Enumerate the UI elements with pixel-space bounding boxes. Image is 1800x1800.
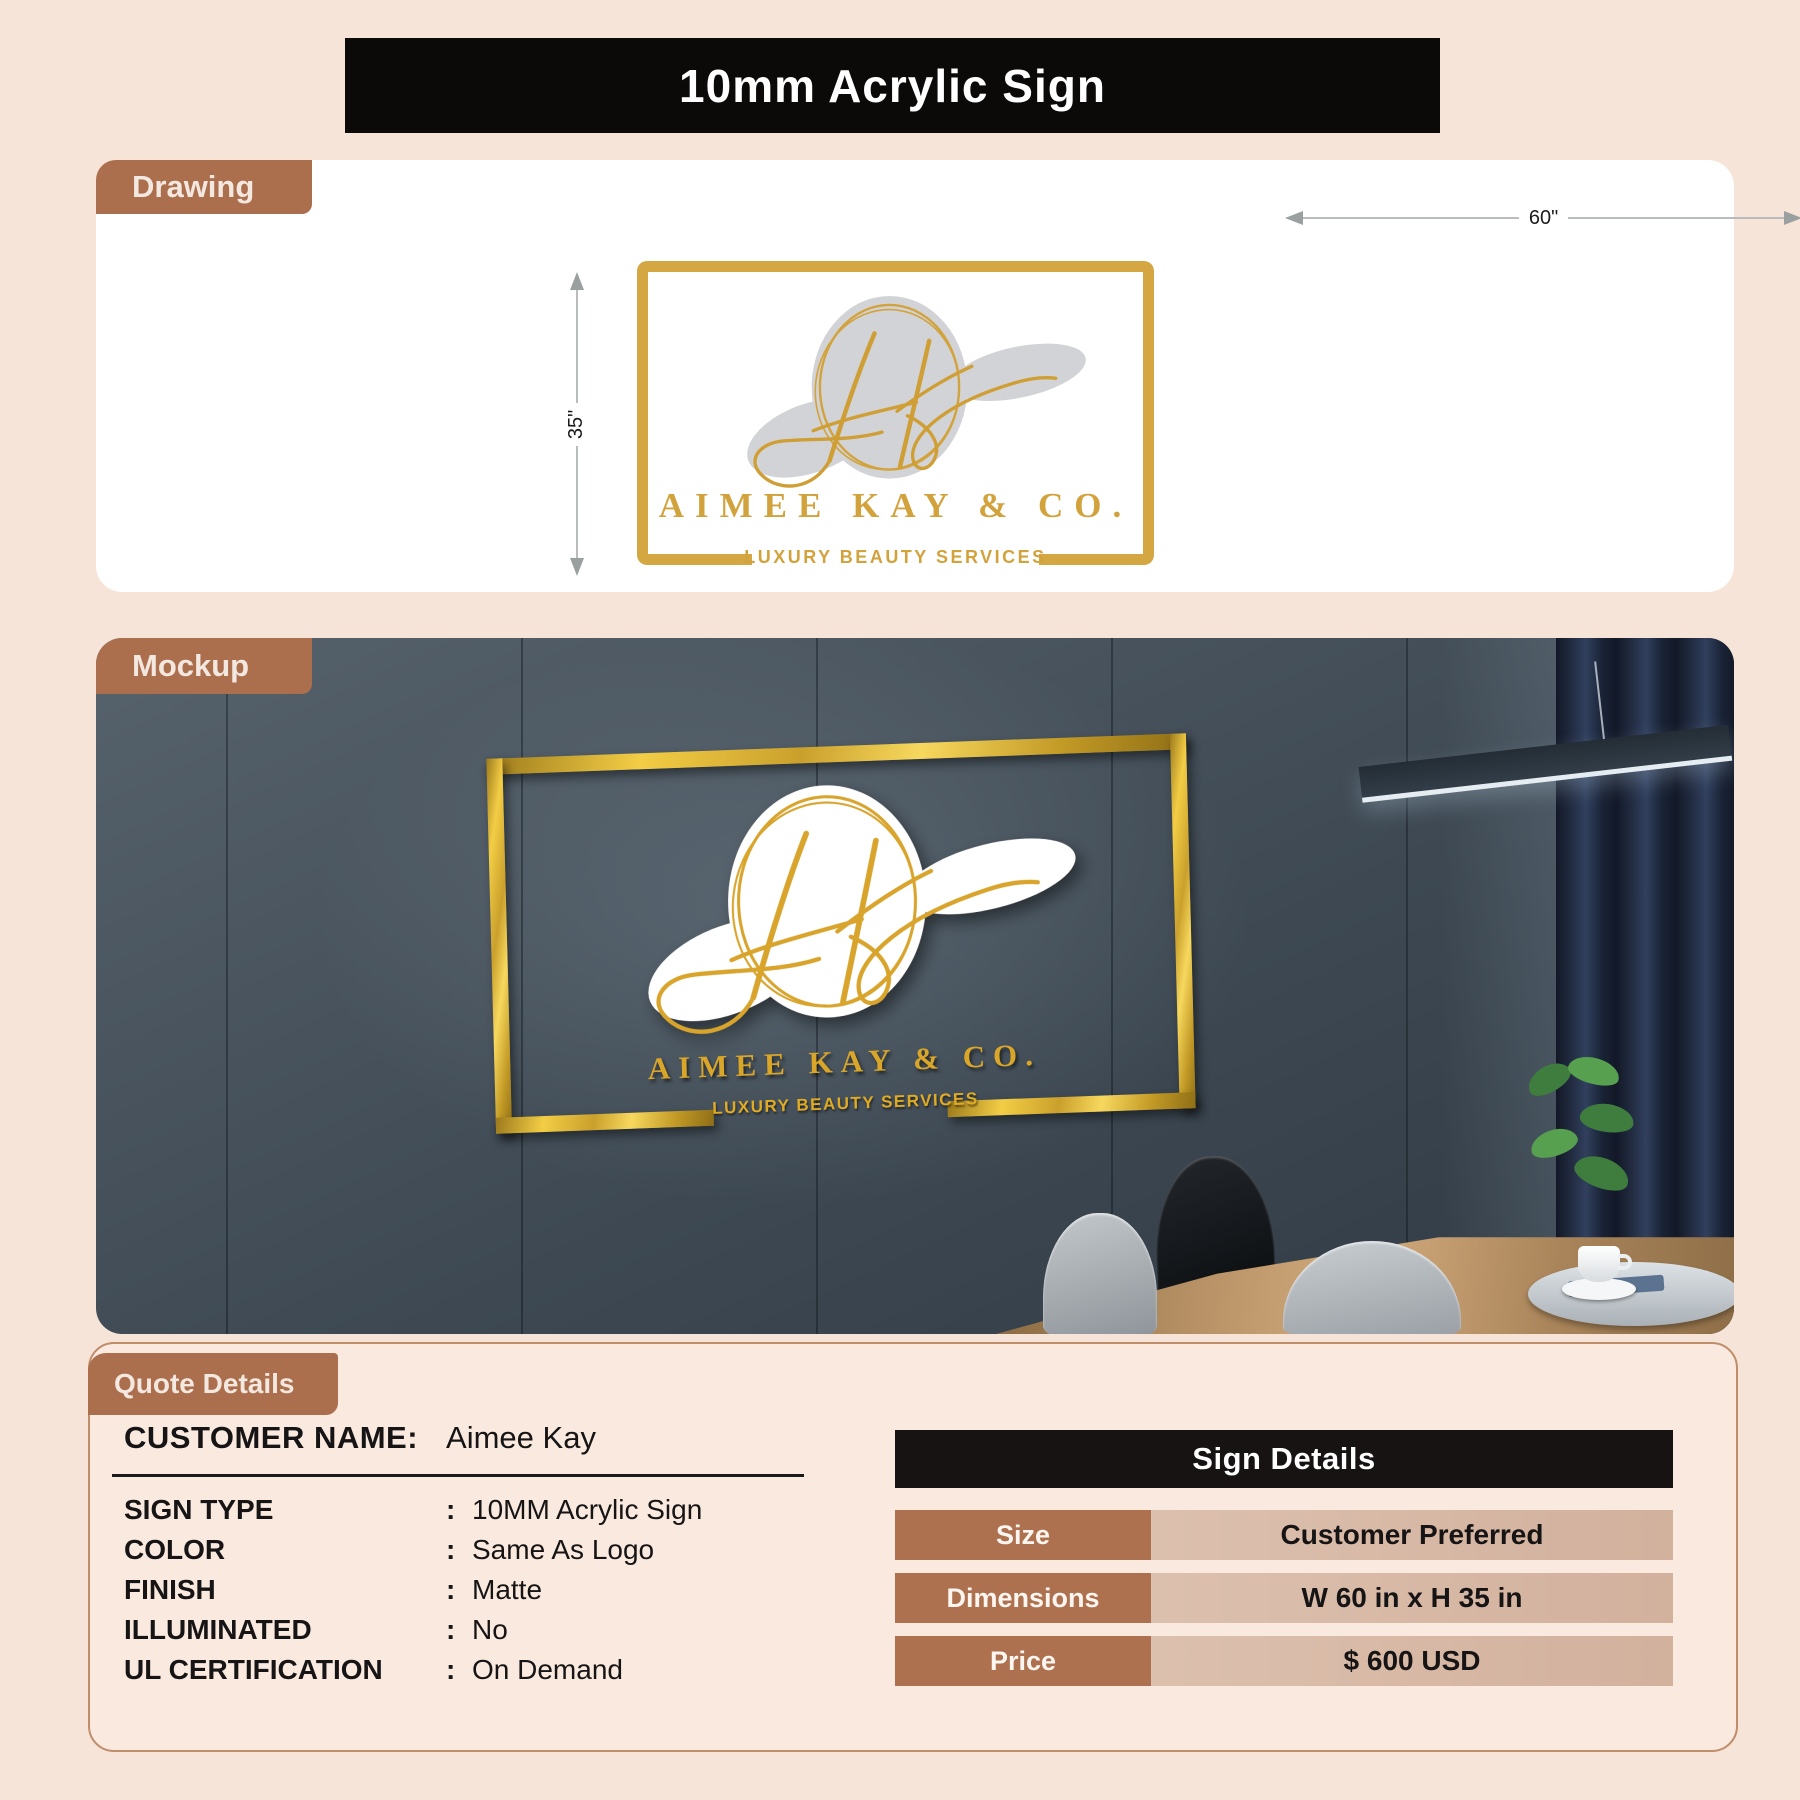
brand-logo-drawing xyxy=(648,278,1143,510)
field-separator: : xyxy=(446,1534,456,1565)
table-row xyxy=(895,1636,1673,1686)
quote-field-row xyxy=(124,1610,702,1650)
coffee-cup xyxy=(1578,1246,1620,1282)
mockup-section-tab xyxy=(96,638,312,694)
field-value: On Demand xyxy=(472,1654,623,1685)
sign-drawing xyxy=(565,206,1559,567)
arrow-down-icon xyxy=(570,558,584,576)
tagline-mockup: LUXURY BEAUTY SERVICES xyxy=(711,1089,979,1118)
quote-field-row xyxy=(124,1530,702,1570)
sign-details-rows xyxy=(895,1510,1673,1686)
field-value: Matte xyxy=(472,1574,543,1605)
field-label: SIGN TYPE xyxy=(124,1494,274,1525)
customer-name-value: Aimee Kay xyxy=(446,1420,596,1455)
arrow-left-icon xyxy=(1285,211,1303,225)
sign-details-header xyxy=(895,1430,1673,1488)
sign-details-title: Sign Details xyxy=(1192,1441,1376,1476)
customer-name-row xyxy=(124,1420,596,1456)
plant xyxy=(1516,1056,1636,1206)
dimension-line xyxy=(576,446,578,559)
company-name-drawing: AIMEE KAY & CO. xyxy=(658,486,1133,525)
field-separator: : xyxy=(446,1654,456,1685)
field-value: No xyxy=(472,1614,508,1645)
field-label: UL CERTIFICATION xyxy=(124,1654,383,1685)
company-name-mockup: AIMEE KAY & CO. xyxy=(647,1036,1042,1087)
quote-field-row xyxy=(124,1490,702,1530)
customer-name-label: CUSTOMER NAME: xyxy=(124,1420,419,1455)
field-value: Same As Logo xyxy=(472,1534,655,1565)
arrow-right-icon xyxy=(1784,211,1800,225)
width-dimension-label: 60" xyxy=(1528,206,1559,229)
row-label: Dimensions xyxy=(895,1573,1151,1623)
dimension-line xyxy=(1303,217,1519,219)
mockup-tab-label: Mockup xyxy=(132,648,250,683)
row-value: Customer Preferred xyxy=(1151,1510,1673,1560)
quote-tab-label: Quote Details xyxy=(114,1368,295,1399)
customer-underline xyxy=(112,1474,804,1477)
table-row xyxy=(895,1510,1673,1560)
row-value: W 60 in x H 35 in xyxy=(1151,1573,1673,1623)
field-value: 10MM Acrylic Sign xyxy=(472,1494,703,1525)
arrow-up-icon xyxy=(570,272,584,290)
quote-details-panel xyxy=(88,1342,1738,1752)
drawing-tab-label: Drawing xyxy=(132,169,255,204)
field-label: ILLUMINATED xyxy=(124,1614,312,1645)
sign-details-table xyxy=(895,1430,1673,1699)
field-separator: : xyxy=(446,1574,456,1605)
table-row xyxy=(895,1573,1673,1623)
drawing-panel xyxy=(96,160,1734,592)
height-dimension xyxy=(563,272,591,576)
row-label: Size xyxy=(895,1510,1151,1560)
field-separator: : xyxy=(446,1614,456,1645)
wall-seam xyxy=(226,638,228,1334)
field-label: FINISH xyxy=(124,1574,216,1605)
title-banner xyxy=(345,38,1440,133)
dimension-line xyxy=(576,290,578,403)
grey-chair-left xyxy=(1043,1213,1157,1334)
height-dimension-label: 35" xyxy=(565,409,588,439)
tagline-drawing: LUXURY BEAUTY SERVICES xyxy=(744,547,1047,567)
brand-logo-mockup xyxy=(579,753,1091,1066)
mockup-panel xyxy=(96,638,1734,1334)
dimension-line xyxy=(1568,217,1784,219)
quote-section-tab xyxy=(88,1353,338,1415)
drawing-section-tab xyxy=(96,160,312,214)
row-value: $ 600 USD xyxy=(1151,1636,1673,1686)
quote-fields xyxy=(124,1490,702,1690)
field-label: COLOR xyxy=(124,1534,226,1565)
field-separator: : xyxy=(446,1494,456,1525)
width-dimension xyxy=(1285,206,1800,230)
page-title: 10mm Acrylic Sign xyxy=(679,59,1106,112)
mockup-sign xyxy=(486,733,1195,1134)
quote-field-row xyxy=(124,1570,702,1610)
row-label: Price xyxy=(895,1636,1151,1686)
quote-field-row xyxy=(124,1650,702,1690)
